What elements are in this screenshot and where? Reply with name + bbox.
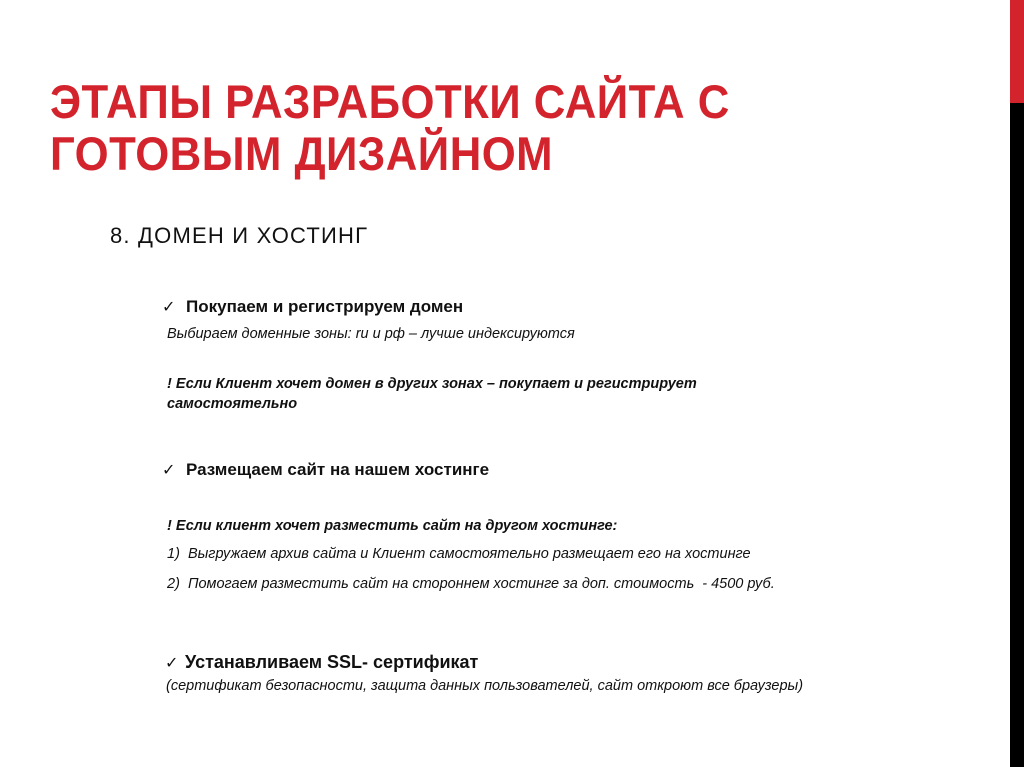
bullet-hosting <box>162 460 489 480</box>
check-icon: ✓ <box>165 655 179 672</box>
note-ssl-description: (сертификат безопасности, защита данных пользователей, сайт откроют все браузеры) <box>166 678 804 694</box>
side-accent-bar <box>1010 0 1024 767</box>
bullet-heading: Устанавливаем SSL- сертификат <box>185 652 479 672</box>
title-line-2: ГОТОВЫМ ДИЗАЙНОМ <box>50 127 554 180</box>
section-subtitle: 8. ДОМЕН И ХОСТИНГ <box>110 223 369 248</box>
side-bar-red-segment <box>1010 0 1024 103</box>
bullet-heading: Покупаем и регистрируем домен <box>186 297 464 316</box>
check-icon: ✓ <box>162 299 176 316</box>
title-line-1: ЭТАПЫ РАЗРАБОТКИ САЙТА С <box>50 75 730 128</box>
check-icon: ✓ <box>162 462 176 479</box>
note-other-zones: ! Если Клиент хочет домен в других зонах – покупает и регистрирует самостоятельно <box>167 376 697 412</box>
note-domain-zones: Выбираем доменные зоны: ru и рф – лучше индексируются <box>167 326 575 342</box>
side-bar-black-segment <box>1010 103 1024 767</box>
note-other-hosting: ! Если клиент хочет разместить сайт на другом хостинге: <box>167 518 618 534</box>
bullet-heading: Размещаем сайт на нашем хостинге <box>186 460 490 479</box>
bullet-buy-domain <box>162 297 463 317</box>
note-option-2: 2) Помогаем разместить сайт на стороннем хостинге за доп. стоимость - 4500 руб. <box>167 576 775 592</box>
slide-title <box>50 76 887 180</box>
bullet-ssl <box>165 652 478 673</box>
note-option-1: 1) Выгружаем архив сайта и Клиент самостоятельно размещает его на хостинге <box>167 546 751 562</box>
